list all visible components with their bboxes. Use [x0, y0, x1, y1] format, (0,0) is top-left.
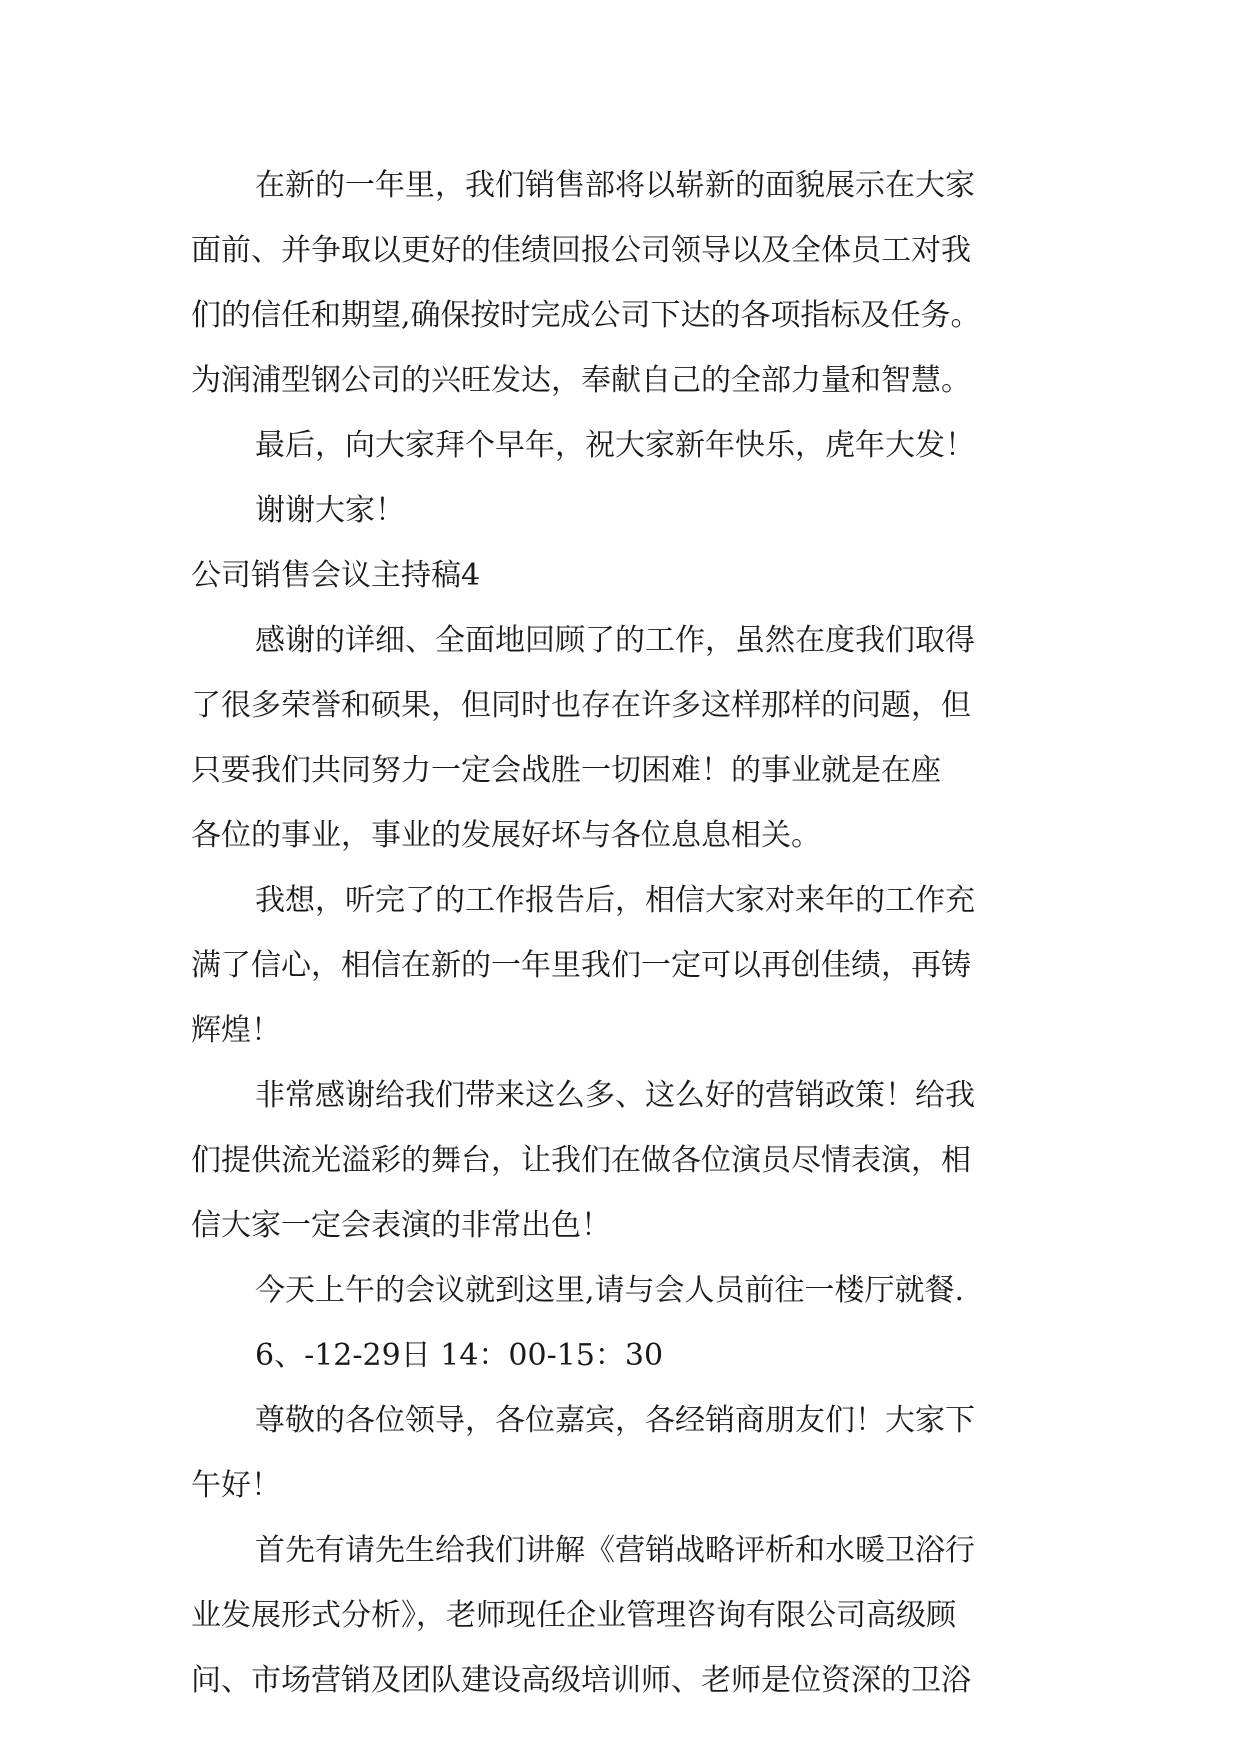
paragraph-line: 业发展形式分析》，老师现任企业管理咨询有限公司高级顾	[191, 1598, 956, 1633]
paragraph-line: 非常感谢给我们带来这么多、这么好的营销政策！给我	[255, 1078, 975, 1113]
paragraph-line: 了很多荣誉和硕果，但同时也存在许多这样那样的问题，但	[191, 688, 971, 723]
paragraph-line: 在新的一年里，我们销售部将以崭新的面貌展示在大家	[255, 168, 975, 203]
paragraph-line: 6、-12-29日 14：00-15：30	[255, 1338, 664, 1373]
paragraph-line: 我想，听完了的工作报告后，相信大家对来年的工作充	[255, 883, 975, 918]
paragraph-line: 辉煌！	[191, 1013, 281, 1048]
paragraph-line: 感谢的详细、全面地回顾了的工作，虽然在度我们取得	[255, 623, 975, 658]
section-heading: 公司销售会议主持稿4	[191, 558, 481, 593]
paragraph-line: 满了信心，相信在新的一年里我们一定可以再创佳绩，再铸	[191, 948, 971, 983]
paragraph-line: 午好！	[191, 1468, 281, 1503]
paragraph-line: 面前、并争取以更好的佳绩回报公司领导以及全体员工对我	[191, 233, 971, 268]
paragraph-line: 信大家一定会表演的非常出色！	[191, 1208, 611, 1243]
paragraph-line: 们提供流光溢彩的舞台，让我们在做各位演员尽情表演，相	[191, 1143, 971, 1178]
paragraph-line: 只要我们共同努力一定会战胜一切困难！的事业就是在座	[191, 753, 941, 788]
paragraph-line: 们的信任和期望,确保按时完成公司下达的各项指标及任务。	[191, 298, 981, 333]
paragraph-line: 为润浦型钢公司的兴旺发达，奉献自己的全部力量和智慧。	[191, 363, 971, 398]
paragraph-line: 各位的事业，事业的发展好坏与各位息息相关。	[191, 818, 821, 853]
paragraph-line: 首先有请先生给我们讲解《营销战略评析和水暖卫浴行	[255, 1533, 975, 1568]
paragraph-line: 最后，向大家拜个早年，祝大家新年快乐，虎年大发！	[255, 428, 975, 463]
paragraph-line: 尊敬的各位领导，各位嘉宾，各经销商朋友们！大家下	[255, 1403, 975, 1438]
paragraph-line: 问、市场营销及团队建设高级培训师、老师是位资深的卫浴	[191, 1663, 971, 1698]
paragraph-line: 谢谢大家！	[255, 493, 405, 528]
paragraph-line: 今天上午的会议就到这里,请与会人员前往一楼厅就餐.	[255, 1273, 965, 1308]
